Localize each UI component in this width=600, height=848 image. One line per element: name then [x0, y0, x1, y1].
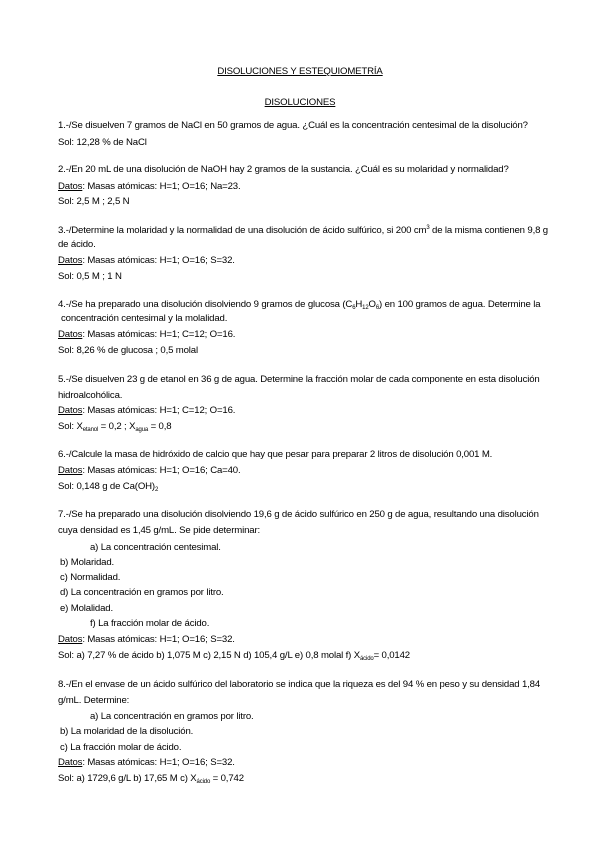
problem-8-question-cont: g/mL. Determine:	[58, 695, 130, 706]
problem-5-solution: Sol: $X_{etanol} = 0,2$ ; $X_{agua} = 0,8$	[58, 421, 172, 433]
problem-5-question-cont: hidroalcohólica.	[58, 390, 123, 401]
problem-5-question: 5.-/Se disuelven 23 g de etanol en 36 g de agua. Determine la fracción molar de cada componente en esta disolución	[58, 374, 540, 385]
problem-2-question: 2.-/En 20 mL de una disolución de NaOH hay 2 gramos de la sustancia. ¿Cuál es su molaridad y normalidad?	[58, 164, 509, 175]
problem-6-question: 6.-/Calcule la masa de hidróxido de calcio que hay que pesar para preparar 2 litros de disolución 0,001 M.	[58, 449, 493, 460]
problem-8-item-a: a) La concentración en gramos por litro.	[90, 711, 254, 722]
problem-3-data: Datos: Masas atómicas: H=1; O=16; S=32.	[58, 255, 235, 266]
problem-6-solution: Sol: 0,148 g de $Ca(OH)_2$	[58, 481, 159, 493]
problem-3-question: 3.-/Determine la molaridad y la normalidad de una disolución de ácido sulfúrico, si 200 $cm^3$ de la misma contienen 9,8 g	[58, 225, 548, 236]
problem-4-question-cont: concentración centesimal y la molalidad.	[61, 313, 228, 324]
problem-8-item-b: b) La molaridad de la disolución.	[60, 726, 194, 737]
problem-3-question-cont: de ácido.	[58, 239, 96, 250]
problem-7-item-b: b) Molaridad.	[60, 557, 115, 568]
datos-label: Datos	[58, 181, 83, 192]
problem-8-item-c: c) La fracción molar de ácido.	[60, 742, 182, 753]
problem-8-question: 8.-/En el envase de un ácido sulfúrico del laboratorio se indica que la riqueza es del 94 % en peso y su densidad 1,84	[58, 679, 541, 690]
problem-7-question: 7.-/Se ha preparado una disolución disolviendo 19,6 g de ácido sulfúrico en 250 g de agua, resultando una disolución	[58, 509, 539, 520]
document-title: DISOLUCIONES Y ESTEQUIOMETRÍA	[217, 66, 383, 77]
datos-label: Datos	[58, 329, 83, 340]
problem-7-item-e: e) Molalidad.	[60, 603, 113, 614]
problem-7-solution: Sol: a) 7,27 % de ácido b) 1,075 M c) 2,15 N d) 105,4 g/L e) 0,8 molal f) $X_{ácido}= 0,0142$	[58, 650, 410, 662]
problem-7-item-c: c) Normalidad.	[60, 572, 121, 583]
datos-label: Datos	[58, 757, 83, 768]
problem-7-data: Datos: Masas atómicas: H=1; O=16; S=32.	[58, 634, 235, 645]
problem-6-data: Datos: Masas atómicas: H=1; O=16; Ca=40.	[58, 465, 241, 476]
datos-label: Datos	[58, 634, 83, 645]
problem-7-item-f: f) La fracción molar de ácido.	[90, 618, 210, 629]
problem-4-solution: Sol: 8,26 % de glucosa ; 0,5 molal	[58, 345, 198, 356]
datos-label: Datos	[58, 465, 83, 476]
problem-4-data: Datos: Masas atómicas: H=1; C=12; O=16.	[58, 329, 236, 340]
problem-7-question-cont: cuya densidad es 1,45 g/mL. Se pide determinar:	[58, 525, 261, 536]
section-heading: DISOLUCIONES	[264, 97, 336, 108]
problem-1-solution: Sol: 12,28 % de NaCl	[58, 137, 147, 148]
problem-1-question: 1.-/Se disuelven 7 gramos de NaCl en 50 gramos de agua. ¿Cuál es la concentración centesimal de la disolución?	[58, 120, 528, 131]
datos-label: Datos	[58, 255, 83, 266]
problem-2-solution: Sol: 2,5 M ; 2,5 N	[58, 196, 130, 207]
problem-7-item-a: a) La concentración centesimal.	[90, 542, 221, 553]
problem-5-data: Datos: Masas atómicas: H=1; C=12; O=16.	[58, 405, 236, 416]
problem-2-data: Datos: Masas atómicas: H=1; O=16; Na=23.	[58, 181, 241, 192]
problem-7-item-d: d) La concentración en gramos por litro.	[60, 587, 224, 598]
problem-8-data: Datos: Masas atómicas: H=1; O=16; S=32.	[58, 757, 235, 768]
problem-3-solution: Sol: 0,5 M ; 1 N	[58, 271, 122, 282]
problem-8-solution: Sol: a) 1729,6 g/L b) 17,65 M c) $X_{ácido} = 0,742$	[58, 773, 244, 785]
problem-4-question: 4.-/Se ha preparado una disolución disolviendo 9 gramos de glucosa $(C_6H_{12}O_6)$ en 100 gramos de agua. Determine la	[58, 299, 541, 311]
datos-label: Datos	[58, 405, 83, 416]
